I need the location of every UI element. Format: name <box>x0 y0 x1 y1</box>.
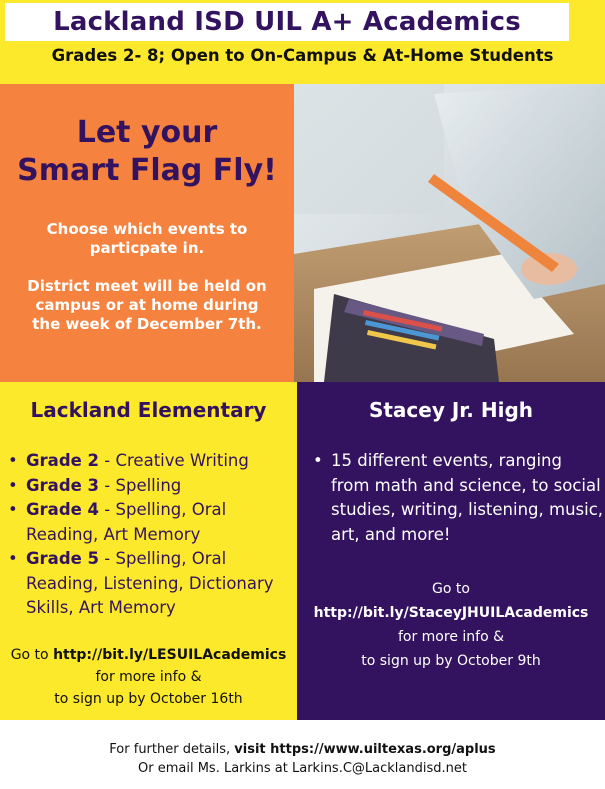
list-item <box>6 474 288 499</box>
signup-deadline: to sign up by October 9th <box>361 653 541 669</box>
headline <box>0 114 294 190</box>
goto-text: Go to <box>432 581 470 597</box>
signup-deadline: to sign up by October 16th <box>54 691 243 707</box>
elementary-signup-info <box>0 644 297 710</box>
grade-events: - Spelling, Oral Reading, Listening, Dictionary Skills, Art Memory <box>26 549 274 617</box>
elementary-grade-list <box>6 449 288 621</box>
elementary-signup-link[interactable]: http://bit.ly/LESUILAcademics <box>53 647 287 663</box>
list-item <box>6 449 288 474</box>
grade-label: Grade 5 <box>26 549 100 568</box>
headline-line-2: Smart Flag Fly! <box>17 153 277 188</box>
grade-events: - Spelling, Oral Reading, Art Memory <box>26 500 227 544</box>
grade-label: Grade 3 <box>26 475 100 495</box>
grade-label: Grade 2 <box>26 451 100 470</box>
intro-paragraph-1: Choose which events to particpate in. <box>46 220 248 257</box>
uil-website-link[interactable]: visit https://www.uiltexas.org/aplus <box>234 742 496 757</box>
list-item <box>6 498 288 547</box>
more-info-text: for more info & <box>95 669 202 685</box>
jrhigh-event-list <box>311 449 605 547</box>
list-item <box>6 547 288 621</box>
elementary-heading: Lackland Elementary <box>30 398 267 422</box>
list-item: • 15 different events, ranging from math and science, to social studies, writing, listening, music, art, and more! <box>311 449 605 547</box>
page-subtitle: Grades 2- 8; Open to On-Campus & At-Home Students <box>51 46 554 65</box>
intro-panel <box>0 84 294 382</box>
footer-prefix: For further details, <box>109 742 235 757</box>
elementary-panel <box>0 382 297 720</box>
jrhigh-signup-link[interactable]: http://bit.ly/StaceyJHUILAcademics <box>313 605 589 621</box>
page-title: Lackland ISD UIL A+ Academics <box>53 7 521 37</box>
grade-label: Grade 4 <box>26 500 100 519</box>
intro-paragraph-2: District meet will be held on campus or at home during the week of December 7th. <box>27 277 267 333</box>
student-writing-photo <box>294 84 605 382</box>
footer <box>0 720 605 789</box>
grade-events: - Spelling <box>99 475 182 495</box>
grade-events: - Creative Writing <box>99 451 249 470</box>
contact-email[interactable]: Or email Ms. Larkins at Larkins.C@Lacklandisd.net <box>138 761 467 776</box>
more-info-text: for more info & <box>397 629 505 645</box>
title-box <box>5 3 569 41</box>
jrhigh-heading: Stacey Jr. High <box>368 398 534 422</box>
jrhigh-panel <box>297 382 605 720</box>
header <box>0 0 605 80</box>
headline-line-1: Let your <box>76 115 218 150</box>
jrhigh-signup-info <box>297 577 605 673</box>
goto-text: Go to <box>10 647 54 663</box>
intro-text <box>22 220 272 353</box>
